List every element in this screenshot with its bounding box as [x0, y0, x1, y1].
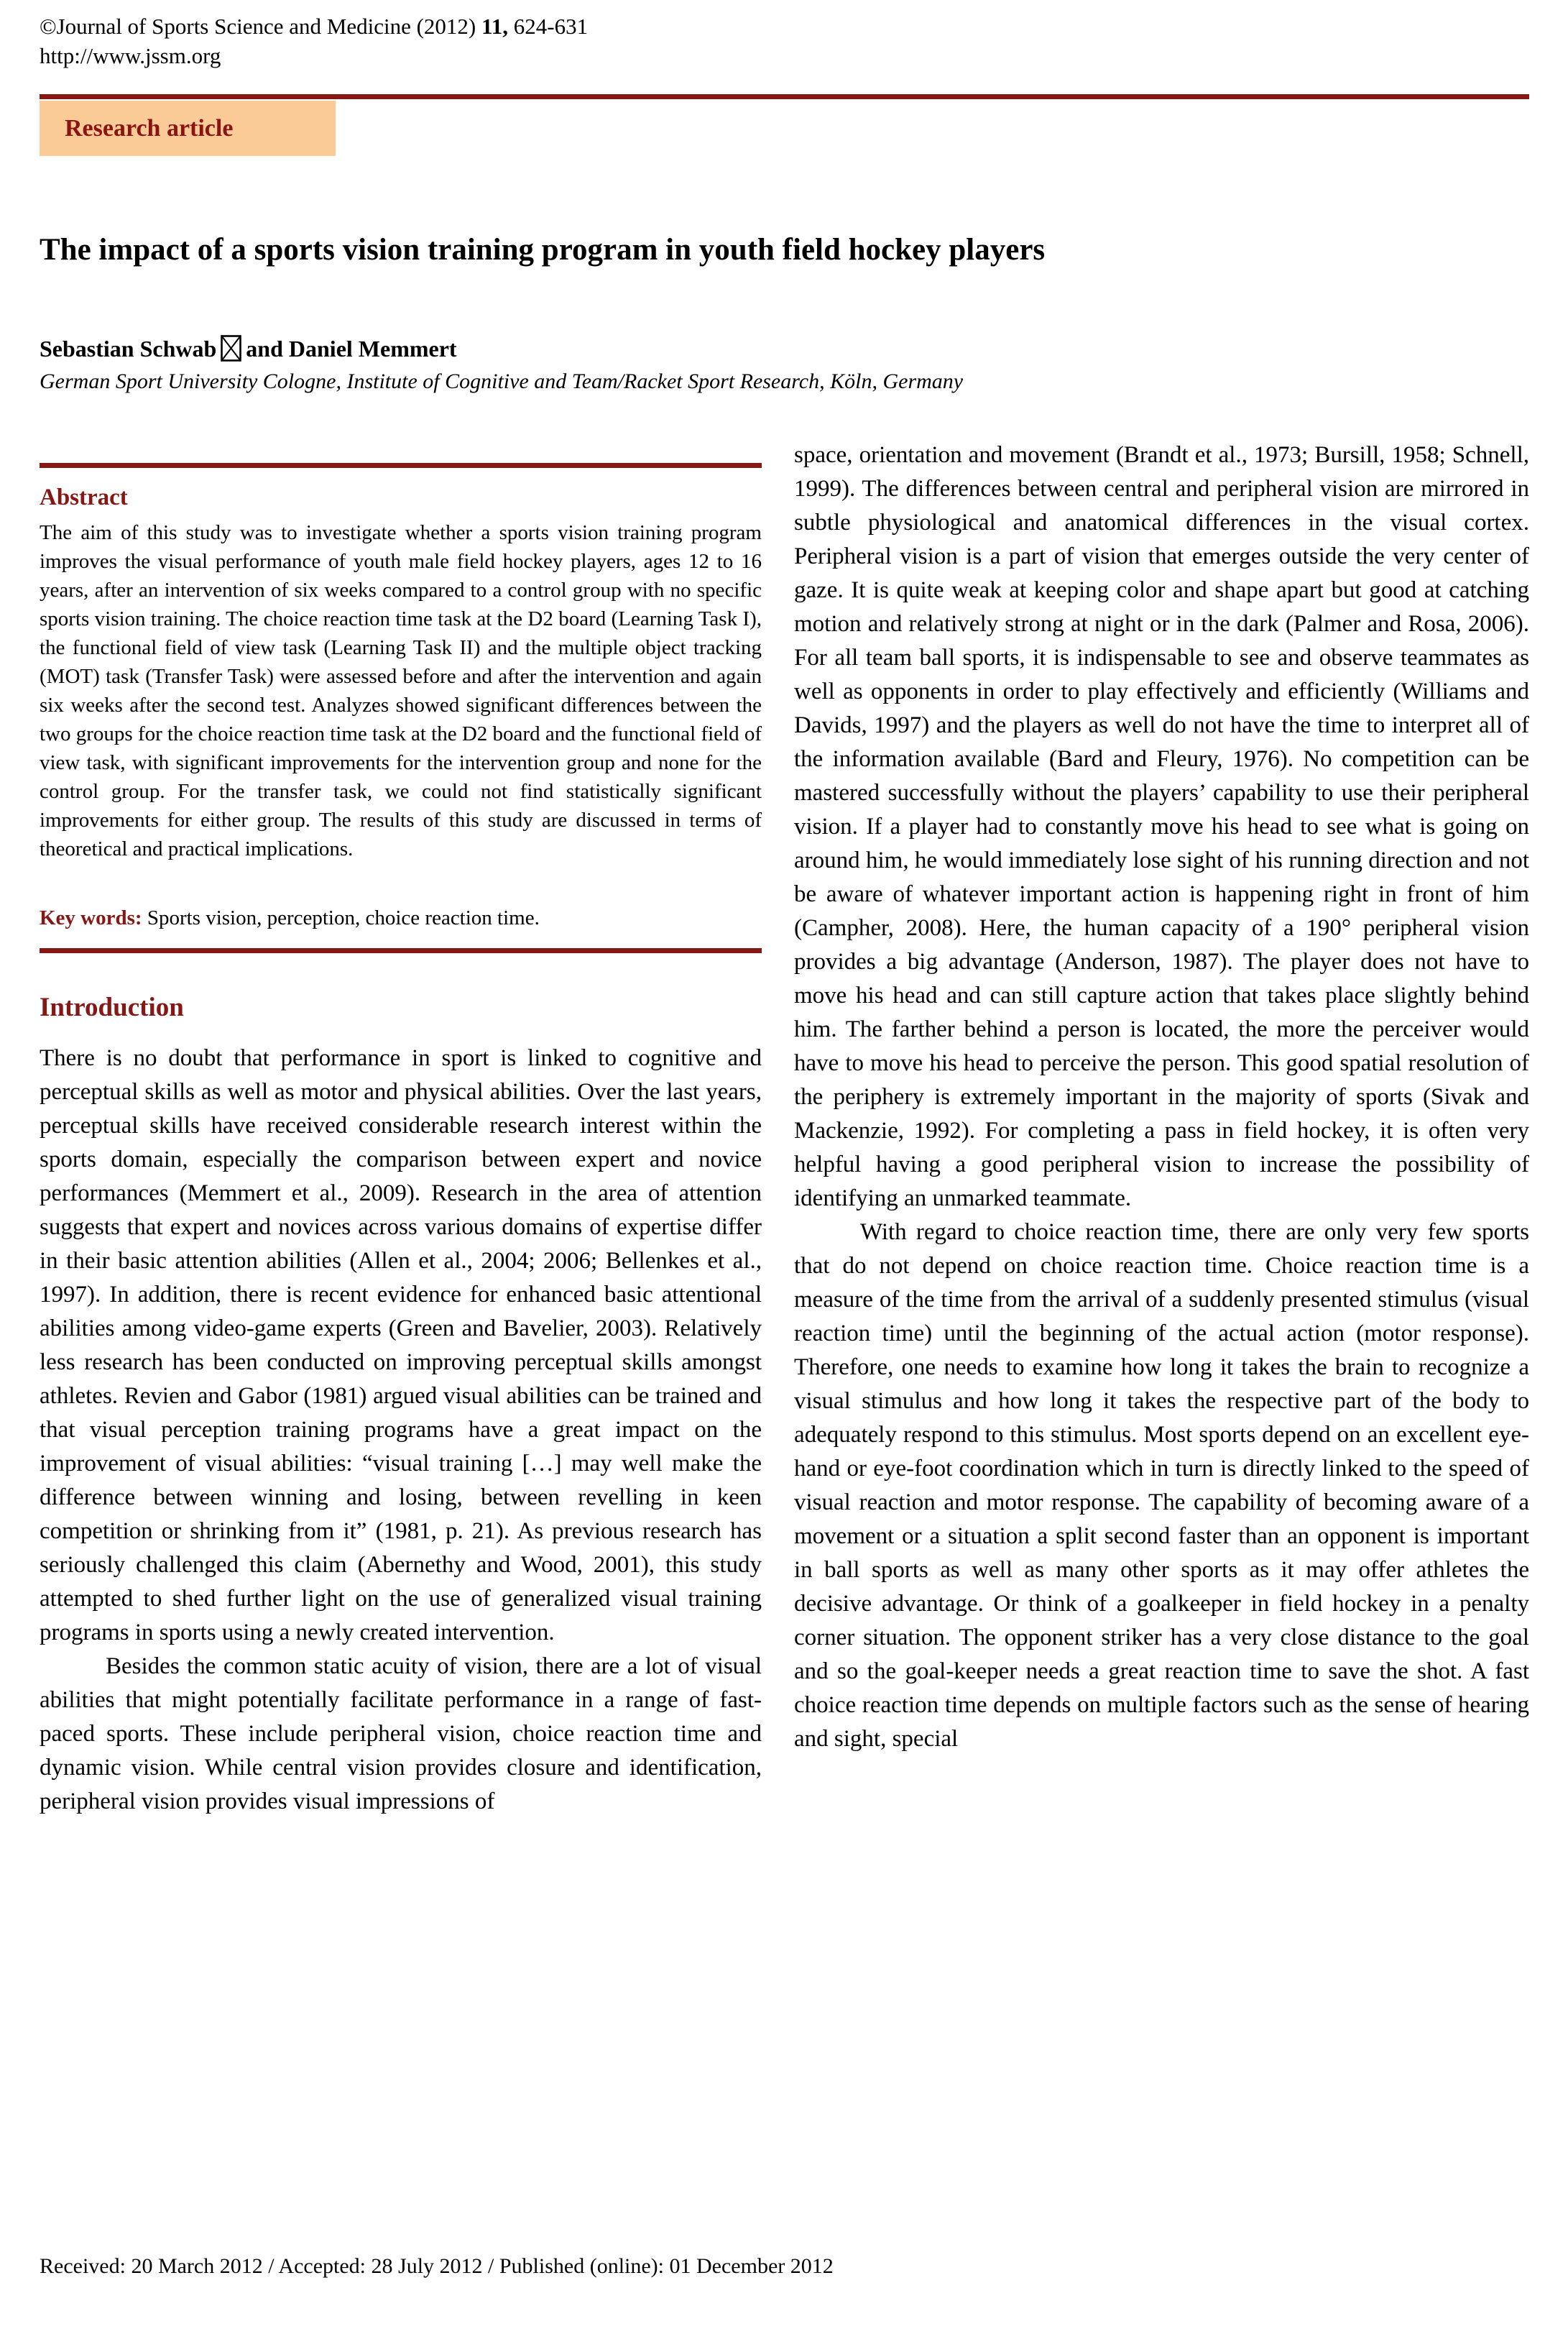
- journal-pages: 624-631: [508, 14, 589, 39]
- continuation-paragraph-1: space, orientation and movement (Brandt et al., 1973; Bursill, 1958; Schnell, 1999). The differences between central and peripheral vision are mirrored in subtle physiological and anatomical differences in the visual cortex. Peripheral vision is a part of vision that emerges outside the very center of gaze. It is quite weak at keeping color and shape apart but good at catching motion and relatively strong at night or in the dark (Palmer and Rosa, 2006). For all team ball sports, it is indispensable to see and observe teammates as well as opponents in order to play effectively and efficiently (Williams and Davids, 1997) and the players as well do not have the time to interpret all of the information available (Bard and Fleury, 1976). No competition can be mastered successfully without the players’ capability to use their peripheral vision. If a player had to constantly move his head to see what is going on around him, he would immediately lose sight of his running direction and not be aware of whatever important action is happening right in front of him (Campher, 2008). Here, the human capacity of a 190° peripheral vision provides a big advantage (Anderson, 1987). The player does not have to move his head and can still capture action that takes place slightly behind him. The farther behind a person is located, the more the perceiver would have to move his head to perceive the person. This good spatial resolution of the periphery is extremely important in the majority of sports (Sivak and Mackenzie, 1992). For completing a pass in field hockey, it is often very helpful having a good peripheral vision to increase the possibility of identifying an unmarked teammate.: [794, 442, 1529, 1211]
- continuation-paragraph-2: With regard to choice reaction time, there are only very few sports that do not depend on choice reaction time. Choice reaction time is a measure of the time from the arrival of a suddenly presented stimulus (visual reaction time) until the beginning of the actual action (motor response). Therefore, one needs to examine how long it takes the brain to recognize a visual stimulus and how long it takes the respective part of the body to adequately respond to this stimulus. Most sports depend on an excellent eye-hand or eye-foot coordination which in turn is directly linked to the speed of visual reaction and motor response. The capability of becoming aware of a movement or a situation a split second faster than an opponent is important in ball sports as well as many other sports as it may offer athletes the decisive advantage. Or think of a goalkeeper in field hockey in a penalty corner situation. The opponent striker has a very close distance to the goal and so the goal-keeper needs a great reaction time to save the shot. A fast choice reaction time depends on multiple factors such as the sense of hearing and sight, special: [794, 1219, 1529, 1752]
- right-column: [794, 438, 1529, 1756]
- intro-paragraph-1: There is no doubt that performance in sport is linked to cognitive and perceptual skills as well as motor and physical abilities. Over the last years, perceptual skills have received considerable research interest within the sports domain, especially the comparison between expert and novice performances (Memmert et al., 2009). Research in the area of attention suggests that expert and novices across various domains of expertise differ in their basic attention abilities (Allen et al., 2004; 2006; Bellenkes et al., 1997). In addition, there is recent evidence for enhanced basic attentional abilities among video-game experts (Green and Bavelier, 2003). Relatively less research has been conducted on improving perceptual skills amongst athletes. Revien and Gabor (1981) argued visual abilities can be trained and that visual perception training programs have a great impact on the improvement of visual abilities: “visual training […] may well make the difference between winning and losing, between revelling in keen competition or shrinking from it” (1981, p. 21). As previous research has seriously challenged this claim (Abernethy and Wood, 2001), this study attempted to shed further light on the use of generalized visual training programs in sports using a newly created intervention.: [40, 1045, 762, 1645]
- journal-header: [40, 12, 588, 70]
- author-2: and Daniel Memmert: [246, 336, 457, 362]
- abstract-top-rule: [40, 463, 762, 468]
- top-rule: [40, 94, 1529, 99]
- abstract-text: The aim of this study was to investigate whether a sports vision training program improves the visual performance of youth male field hockey players, ages 12 to 16 years, after an intervention of six weeks compared to a control group with no specific sports vision training. The choice reaction time task at the D2 board (Learning Task I), the functional field of view task (Learning Task II) and the multiple object tracking (MOT) task (Transfer Task) were assessed before and after the intervention and again six weeks after the second test. Analyzes showed significant differences between the two groups for the choice reaction time task at the D2 board and the functional field of view task, with significant improvements for the intervention group and none for the control group. For the transfer task, we could not find statistically significant improvements for either group. The results of this study are discussed in terms of theoretical and practical implications.: [40, 521, 762, 860]
- article-type-badge: [40, 101, 336, 156]
- keywords-text: Sports vision, perception, choice reaction time.: [142, 906, 540, 929]
- received-accepted-published-line: Received: 20 March 2012 / Accepted: 28 July 2012 / Published (online): 01 December 2012: [40, 2254, 834, 2278]
- article-title: The impact of a sports vision training program in youth field hockey players: [40, 233, 1046, 267]
- author-1: Sebastian Schwab: [40, 336, 217, 362]
- intro-paragraph-2: Besides the common static acuity of vision, there are a lot of visual abilities that might potentially facilitate performance in a range of fast-paced sports. These include peripheral vision, choice reaction time and dynamic vision. While central vision provides closure and identification, peripheral vision provides visual impressions of: [40, 1653, 762, 1814]
- keywords-label: Key words:: [40, 906, 142, 929]
- journal-url: http://www.jssm.org: [40, 43, 221, 68]
- abstract-bottom-rule: [40, 948, 762, 953]
- email-envelope-icon: [221, 335, 241, 362]
- journal-name: ©Journal of Sports Science and Medicine (2012): [40, 14, 481, 39]
- affiliation: German Sport University Cologne, Institute of Cognitive and Team/Racket Sport Research, Köln, Germany: [40, 369, 964, 393]
- left-column: [40, 438, 762, 1819]
- journal-volume: 11,: [481, 14, 509, 39]
- abstract-heading: Abstract: [40, 484, 128, 510]
- authors-line: [40, 335, 457, 362]
- article-type-label: Research article: [65, 114, 234, 142]
- introduction-heading: Introduction: [40, 993, 184, 1022]
- keywords-line: [40, 904, 762, 932]
- journal-line: [40, 12, 588, 41]
